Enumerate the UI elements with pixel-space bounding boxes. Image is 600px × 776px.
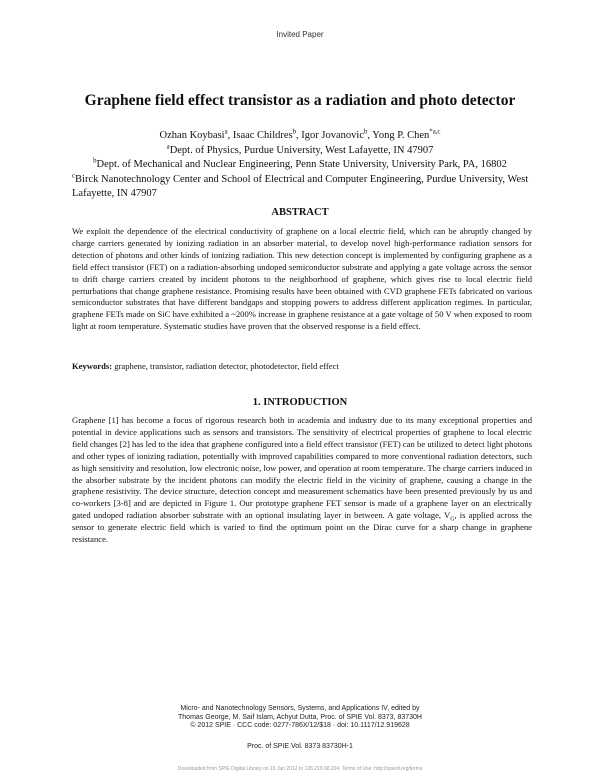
affiliation-text: Birck Nanotechnology Center and School of Electrical and Computer Engineering, Purdue University, West Lafayette, IN 47907 xyxy=(72,174,529,199)
footer-line-3: © 2012 SPIE · CCC code: 0277-786X/12/$18 · doi: 10.1117/12.919628 xyxy=(190,722,410,729)
page-number-label: Proc. of SPIE Vol. 8373 83730H-1 xyxy=(247,743,353,750)
abstract-heading: ABSTRACT xyxy=(271,207,329,218)
intro-text-part1: Graphene [1] has become a focus of rigorous research both in academia and industry due to its many exceptional properties and potential in device applications such as sensors and transistors. The sensitivity of electrical properties of graphene to local electric field changes [2] has led to the idea that graphene configured into a field effect transistor (FET) can be utilized to detect light photons and other types of ionizing radiation, potentially with improved capabilities compared to more conventional radiation detectors, such as high sensitivity and resolution, low electronic noise, low power, and operation at room temperature. The charge carriers induced in the absorber substrate by the incident photons can modify the electric field in the vicinity of graphene, causing a change in the graphene resistivity. The device structure, detection concept and measurement schematics have been presented previously by us and co-workers [3-8] and are depicted in Figure 1. Our prototype graphene FET sensor is made of a graphene layer on an electrically gated undoped radiation absorber substrate with an optional insulating layer in between. A gate voltage, V xyxy=(72,415,532,521)
author-name: Isaac Childres xyxy=(232,130,293,141)
keywords-text: graphene, transistor, radiation detector, photodetector, field effect xyxy=(114,361,339,371)
invited-paper-label: Invited Paper xyxy=(276,30,324,39)
author-affiliation-mark: a xyxy=(224,128,228,136)
footer-line-1: Micro- and Nanotechnology Sensors, Systems, and Applications IV, edited by xyxy=(180,705,420,712)
paper-title: Graphene field effect transistor as a radiation and photo detector xyxy=(84,92,516,109)
author-affiliation-mark: b xyxy=(364,128,368,136)
author-name: Ozhan Koybasi xyxy=(159,130,225,141)
introduction-heading: 1. INTRODUCTION xyxy=(252,397,348,408)
keywords-label: Keywords: xyxy=(72,361,113,371)
affiliation-a xyxy=(0,145,600,156)
affiliation-mark: c xyxy=(72,172,76,180)
footer-line-2: Thomas George, M. Saif Islam, Achyut Dutta, Proc. of SPIE Vol. 8373, 83730H xyxy=(178,713,422,721)
author-name: Yong P. Chen xyxy=(372,130,430,141)
author-list: Ozhan Koybasi$^a$, Isaac Childres$^b$, Igor Jovanovic$^b$, Yong P. Chen$^{*a,c}$ xyxy=(159,128,441,141)
author-name: Igor Jovanovic xyxy=(301,130,364,141)
gate-voltage-subscript: G xyxy=(450,516,455,523)
intro-text-part2: , is applied across the sensor to generate electric field which is varied to find the optimum point on the Dirac curve for a sharp change in graphene resistance. xyxy=(72,510,533,545)
keywords-line xyxy=(72,361,532,371)
affiliation-b xyxy=(0,159,600,170)
author-affiliation-mark: b xyxy=(292,128,297,136)
affiliation-mark: b xyxy=(93,157,97,165)
affiliation-text: Dept. of Physics, Purdue University, West Lafayette, IN 47907 xyxy=(169,145,434,156)
footer-citation xyxy=(0,705,600,731)
abstract-text: We exploit the dependence of the electrical conductivity of graphene on a local electric field, which can be abruptly changed by charge carriers generated by ionizing radiation in an absorber material, to develop novel high-performance radiation sensors for detection of photons and other kinds of ionizing radiation. This new detection concept is implemented by configuring graphene as a field effect transistor (FET) on a radiation-absorbing undoped semiconductor substrate and applying a gate voltage across the sensor to drift charge carriers created by incident photons to the neighborhood of graphene, which gives rise to local electric field perturbations that change graphene resistance. Promising results have been obtained with CVD graphene FETs fabricated on various semiconductor substrates that have different bandgaps and stopping powers to address different application regimes. In particular, graphene FETs made on SiC have exhibited a ~200% increase in graphene resistance at a gate voltage of 50 V when exposed to room light at room temperature. Systematic studies have proven that the observed response is a field effect. xyxy=(72,226,532,332)
introduction-text xyxy=(72,415,532,546)
author-affiliation-mark: *a,c xyxy=(429,128,441,136)
affiliation-c xyxy=(72,173,532,200)
download-notice: Downloaded from SPIE Digital Library on 15 Jun 2012 to 128.210.68.204. Terms of Use: http://spiedl.org/terms xyxy=(177,766,423,772)
affiliation-mark: a xyxy=(166,143,170,151)
affiliation-text: Dept. of Mechanical and Nuclear Engineering, Penn State University, University Park, PA, 16802 xyxy=(96,159,507,170)
